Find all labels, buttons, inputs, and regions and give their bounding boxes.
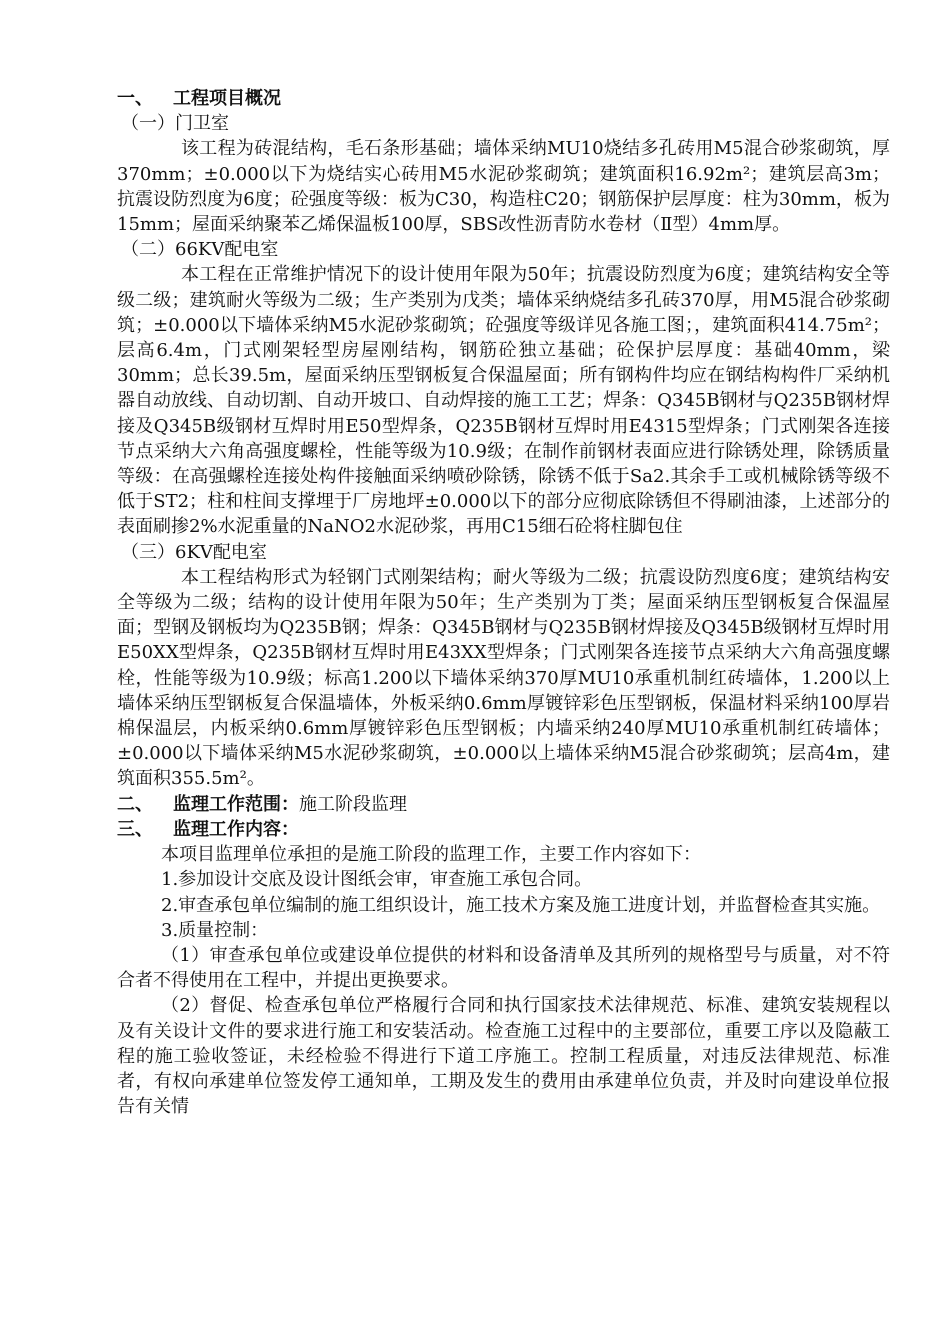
section-title: 监理工作范围：	[173, 793, 299, 815]
section-title: 工程项目概况	[173, 88, 281, 109]
paragraph-intro: 本项目监理单位承担的是施工阶段的监理工作，主要工作内容如下：	[161, 844, 701, 866]
section-3-heading	[117, 817, 890, 842]
section-number: 二、	[117, 793, 153, 815]
list-item-3-1: （1）审查承包单位或建设单位提供的材料和设备清单及其所列的规格型号与质量，对不符合者不得使用在工程中，并提出更换要求。	[117, 944, 890, 992]
list-item-1: 1.参加设计交底及设计图纸会审，审查施工承包合同。	[161, 869, 593, 891]
list-item-3: 3.质量控制：	[161, 919, 269, 941]
list-item-2: 2.审查承包单位编制的施工组织设计，施工技术方案及施工进度计划，并监督检查其实施。	[161, 894, 881, 916]
section-title: 监理工作内容：	[173, 818, 299, 840]
paragraph-66kv: 本工程在正常维护情况下的设计使用年限为50年；抗震设防烈度为6度；建筑结构安全等级二级；建筑耐火等级为二级；生产类别为戊类；墙体采纳烧结多孔砖370厚，用M5混合砂浆砌筑；±0.000以下墙体采纳M5水泥砂浆砌筑；砼强度等级详见各施工图；，建筑面积414.75m²；层高6.4m，门式刚架轻型房屋刚结构，钢筋砼独立基础；砼保护层厚度：基础40mm，梁30mm；总长39.5m，屋面采纳压型钢板复合保温屋面；所有钢构件均应在钢结构构件厂采纳机器自动放线、自动切割、自动开坡口、自动焊接的施工工艺；焊条：Q345B钢材与Q235B钢材焊接及Q345B级钢材互焊时用E50型焊条，Q235B钢材互焊时用E4315型焊条；门式刚架各连接节点采纳大六角高强度螺栓，性能等级为10.9级；在制作前钢材表面应进行除锈处理，除锈质量等级：在高强螺栓连接处构件接触面采纳喷砂除锈，除锈不低于Sa2.其余手工或机械除锈等级不低于ST2；柱和柱间支撑埋于厂房地坪±0.000以下的部分应彻底除锈但不得刷油漆，上述部分的表面刷掺2%水泥重量的NaNO2水泥砂浆，再用C15细石砼将柱脚包住	[117, 264, 890, 538]
subsection-heading-66kv: （二）66KV配电室	[121, 239, 279, 261]
section-number: 一、	[117, 88, 153, 109]
section-2-heading	[117, 792, 890, 817]
list-item-3-2: （2）督促、检查承包单位严格履行合同和执行国家技术法律规范、标准、建筑安装规程以及有关设计文件的要求进行施工和安装活动。检查施工过程中的主要部位，重要工序以及隐蔽工程的施工验收签证，未经检验不得进行下道工序施工。控制工程质量，对违反法律规范、标准者，有权向承建单位签发停工通知单，工期及发生的费用由承建单位负责，并及时向建设单位报告有关情	[117, 995, 890, 1118]
paragraph-gatehouse: 该工程为砖混结构，毛石条形基础；墙体采纳MU10烧结多孔砖用M5混合砂浆砌筑，厚370mm；±0.000以下为烧结实心砖用M5水泥砂浆砌筑；建筑面积16.92m²；建筑层高3m；抗震设防烈度为6度；砼强度等级：板为C30，构造柱C20；钢筋保护层厚度：柱为30mm，板为15mm；屋面采纳聚苯乙烯保温板100厚，SBS改性沥青防水卷材（Ⅱ型）4mm厚。	[117, 138, 890, 236]
paragraph-6kv: 本工程结构形式为轻钢门式刚架结构；耐火等级为二级；抗震设防烈度6度；建筑结构安全等级为二级；结构的设计使用年限为50年；生产类别为丁类；屋面采纳压型钢板复合保温屋面；型钢及钢板均为Q235B钢；焊条：Q345B钢材与Q235B钢材焊接及Q345B级钢材互焊时用E50XX型焊条，Q235B钢材互焊时用E43XX型焊条；门式刚架各连接节点采纳大六角高强度螺栓，性能等级为10.9级；标高1.200以下墙体采纳370厚MU10承重机制红砖墙体，1.200以上墙体采纳压型钢板复合保温墙体，外板采纳0.6mm厚镀锌彩色压型钢板，保温材料采纳100厚岩棉保温层，内板采纳0.6mm厚镀锌彩色压型钢板；内墙采纳240厚MU10承重机制红砖墙体；±0.000以下墙体采纳M5水泥砂浆砌筑，±0.000以上墙体采纳M5混合砂浆砌筑；层高4m，建筑面积355.5m²。	[117, 566, 890, 790]
subsection-heading-gatehouse: （一）门卫室	[121, 113, 229, 135]
section-1-heading	[117, 86, 890, 111]
subsection-heading-6kv: （三）6KV配电室	[121, 541, 267, 563]
section-number: 三、	[117, 818, 153, 840]
section-value: 施工阶段监理	[299, 793, 407, 815]
